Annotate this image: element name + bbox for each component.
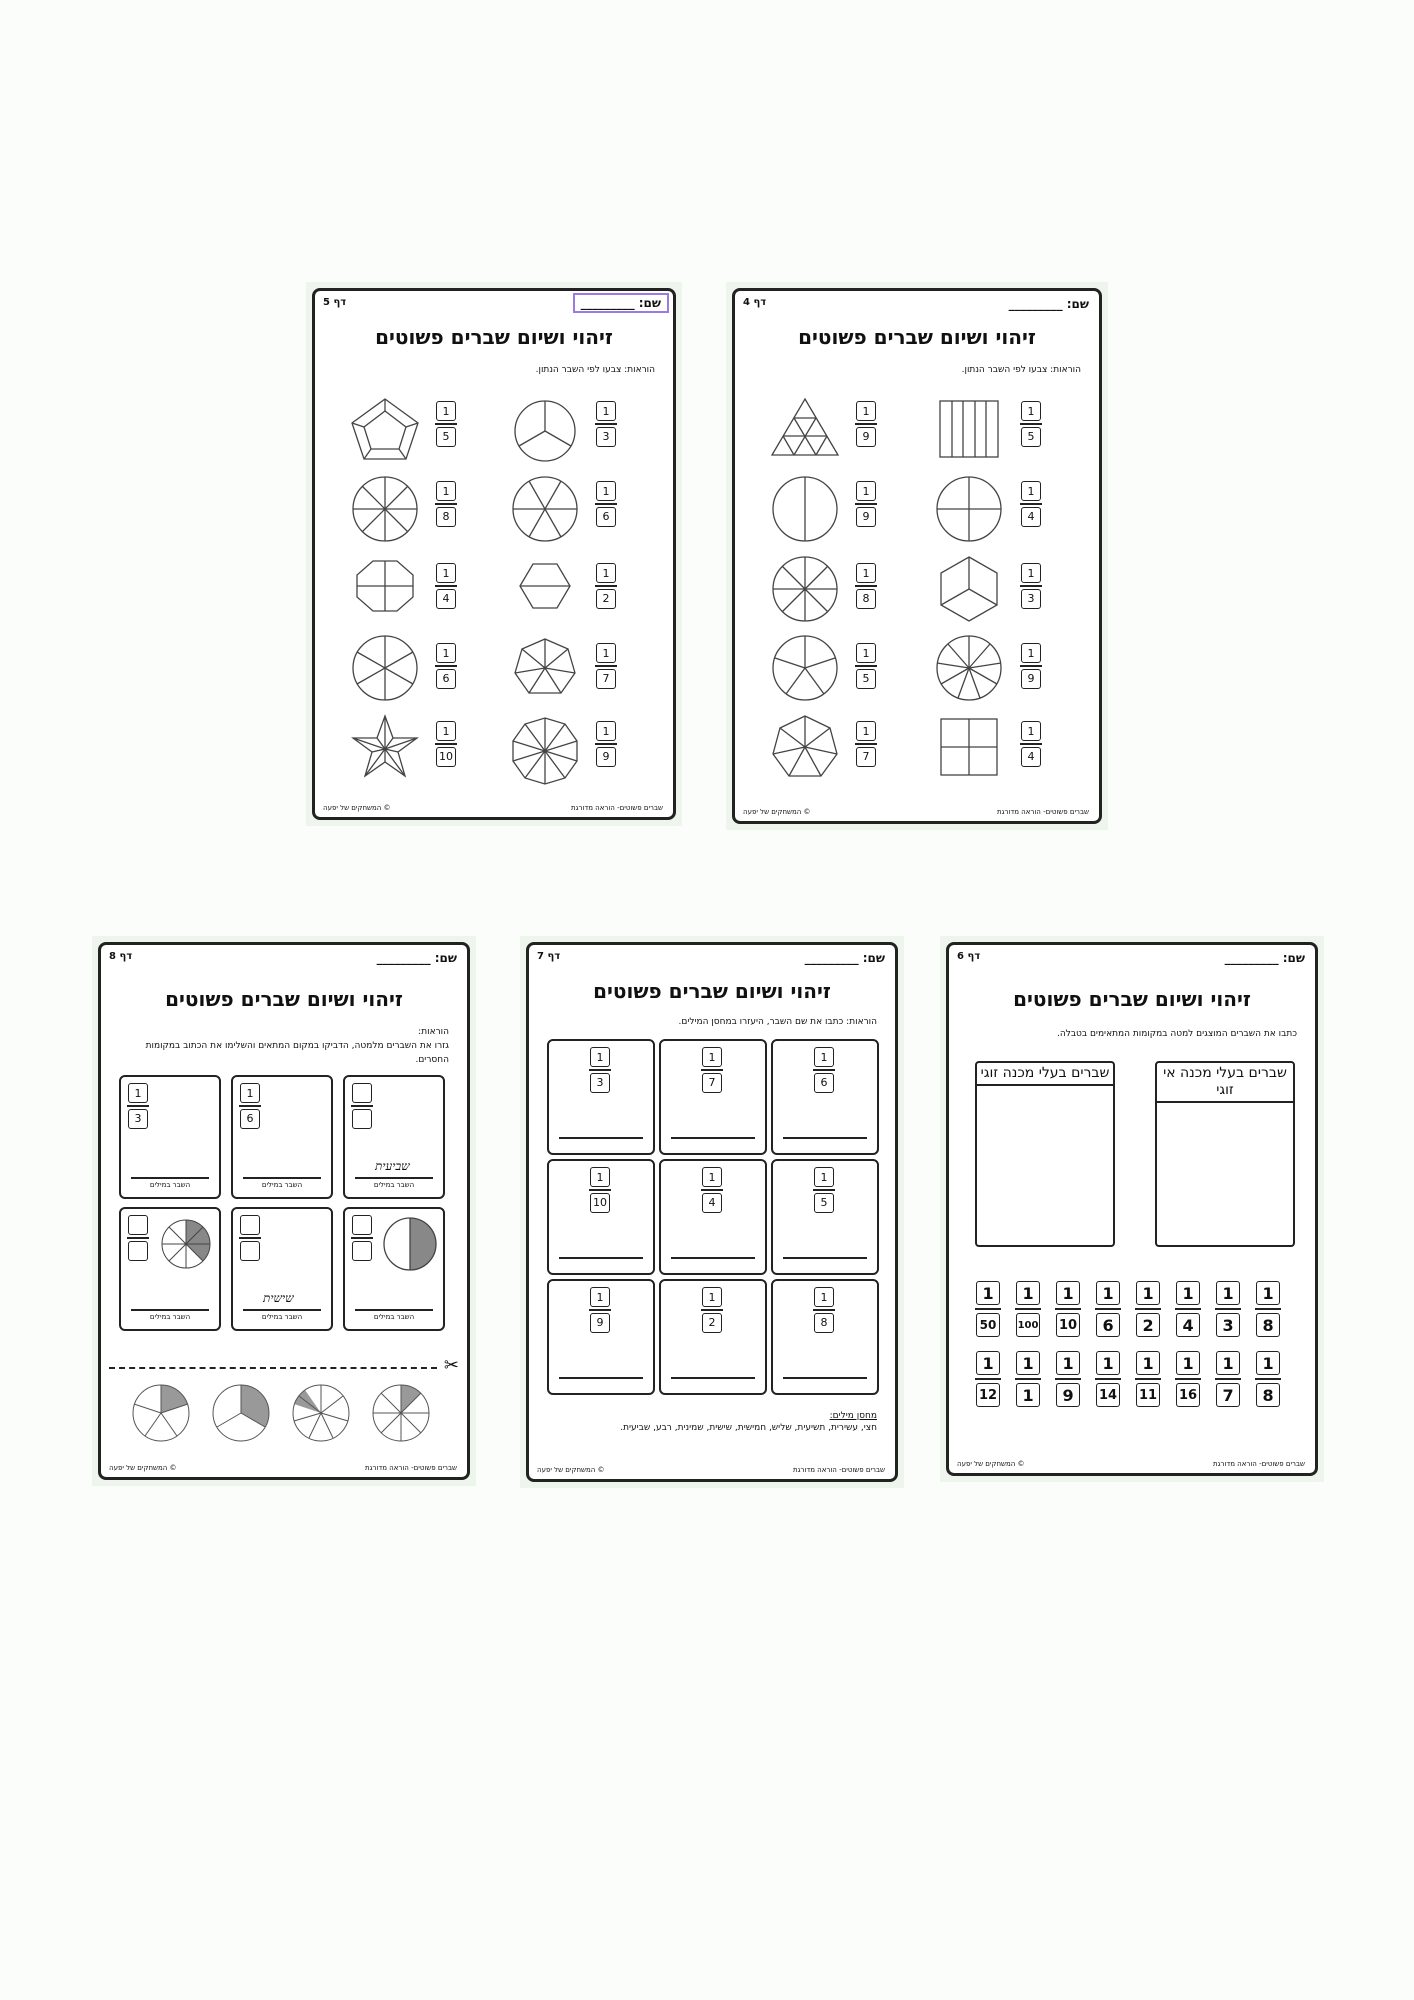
instructions: הוראות: צבעו לפי השבר הנתון. [535, 365, 655, 375]
fraction: $\frac{1}{8}$ [435, 481, 457, 527]
pie-halves-icon [381, 1215, 439, 1273]
card-caption: השבר במילים [149, 1181, 191, 1189]
answer-line[interactable] [559, 1377, 643, 1379]
fraction [351, 1083, 373, 1129]
page-title: זיהוי ושיום שברים פשוטים [375, 325, 613, 349]
name-field[interactable]: שם: _________ [1224, 951, 1305, 965]
shapes-grid [735, 291, 1102, 824]
scissors-icon: ✂ [443, 1355, 459, 1376]
answer-line[interactable] [355, 1177, 433, 1179]
page-title: זיהוי ושיום שברים פשוטים [593, 979, 831, 1003]
fraction-card [119, 1207, 221, 1331]
answer-line[interactable] [131, 1177, 209, 1179]
fraction: $\frac{1}{9}$ [855, 401, 877, 447]
fraction: $\frac{1}{6}$ [435, 643, 457, 689]
fraction: 1 12 [975, 1351, 1001, 1407]
name-field[interactable]: שם: _________ [573, 293, 669, 313]
instructions: כתבו את השברים המוצגים למטה במקומות המתאימים בטבלה. [1057, 1029, 1297, 1039]
answer-line[interactable] [243, 1309, 321, 1311]
footer-copyright: © המשחקים של יפעה [109, 1464, 177, 1472]
page-title: זיהוי ושיום שברים פשוטים [1013, 987, 1251, 1011]
fraction-card [547, 1159, 655, 1275]
answer-line[interactable] [559, 1137, 643, 1139]
cutout-pies [131, 1381, 441, 1451]
fraction: $\frac{1}{9}$ [589, 1287, 611, 1333]
fraction-card [343, 1075, 445, 1199]
instructions: גזרו את השברים מלמטה, הדביקו במקום המתאים והשלימו את הכתוב במקומות החסרים. [145, 1041, 449, 1065]
card-caption: השבר במילים [261, 1181, 303, 1189]
fraction-card [659, 1039, 767, 1155]
column-header: שברים בעלי מכנה זוגי [977, 1063, 1113, 1086]
answer-line[interactable] [355, 1309, 433, 1311]
fraction-card [547, 1279, 655, 1395]
fraction-card [659, 1159, 767, 1275]
answer-line[interactable] [783, 1257, 867, 1259]
fraction-card [659, 1279, 767, 1395]
word-bank-title: מחסן מילים: [829, 1411, 877, 1421]
column-header: שברים בעלי מכנה אי זוגי [1157, 1063, 1293, 1103]
card-caption: השבר במילים [149, 1313, 191, 1321]
fraction: $\frac{1}{3}$ [127, 1083, 149, 1129]
fraction: $\frac{1}{3}$ [595, 401, 617, 447]
fraction-card [343, 1207, 445, 1331]
fraction: $\frac{1}{7}$ [701, 1047, 723, 1093]
shapes-grid [315, 291, 676, 820]
fraction: $\frac{1}{5}$ [1020, 401, 1042, 447]
fraction: 1 8 [1255, 1281, 1281, 1337]
fraction: $\frac{1}{4}$ [1020, 721, 1042, 767]
card-caption: השבר במילים [373, 1313, 415, 1321]
answer-line[interactable] [131, 1309, 209, 1311]
fraction: $\frac{1}{5}$ [855, 643, 877, 689]
page-number: דף 4 [743, 297, 767, 308]
cut-line [109, 1367, 437, 1369]
footer-series: שברים פשוטים- הוראה מדורגת [793, 1466, 885, 1474]
fraction-blank[interactable] [239, 1215, 261, 1261]
worksheet-page-5[interactable] [306, 282, 682, 826]
page-title: זיהוי ושיום שברים פשוטים [798, 325, 1036, 349]
instructions: הוראות: צבעו לפי השבר הנתון. [961, 365, 1081, 375]
fraction: $\frac{1}{9}$ [1020, 643, 1042, 689]
fraction: $\frac{1}{6}$ [595, 481, 617, 527]
fraction: 1 2 [1135, 1281, 1161, 1337]
card-caption: השבר במילים [261, 1313, 303, 1321]
fraction: 1 16 [1175, 1351, 1201, 1407]
even-denominator-column[interactable] [975, 1061, 1115, 1247]
worksheet-page-6[interactable] [940, 936, 1324, 1482]
instructions: הוראות: כתבו את שם השבר, היעזרו במחסן המילים. [678, 1017, 877, 1027]
fraction-card [771, 1039, 879, 1155]
page-number: דף 6 [957, 951, 981, 962]
fraction: $\frac{1}{4}$ [701, 1167, 723, 1213]
fraction: $\frac{1}{8}$ [813, 1287, 835, 1333]
answer-line[interactable] [783, 1377, 867, 1379]
fraction: 1 100 [1015, 1281, 1041, 1337]
answer-line[interactable] [671, 1377, 755, 1379]
fraction-blank[interactable] [351, 1215, 373, 1261]
footer-copyright: © המשחקים של יפעה [323, 804, 391, 812]
fraction: 1 14 [1095, 1351, 1121, 1407]
fraction-card [231, 1207, 333, 1331]
page-number: דף 8 [109, 951, 133, 962]
handwritten-word: שישית [263, 1291, 294, 1305]
fraction: $\frac{1}{6}$ [813, 1047, 835, 1093]
fraction: $\frac{1}{5}$ [435, 401, 457, 447]
answer-line[interactable] [671, 1137, 755, 1139]
pie-eighths-icon [159, 1217, 213, 1271]
fraction: $\frac{1}{9}$ [595, 721, 617, 767]
name-field[interactable]: שם: _________ [1008, 297, 1089, 311]
fraction: $\frac{1}{2}$ [595, 563, 617, 609]
footer-copyright: © המשחקים של יפעה [537, 1466, 605, 1474]
footer-series: שברים פשוטים- הוראה מדורגת [365, 1464, 457, 1472]
fraction-card [771, 1279, 879, 1395]
fraction: $\frac{1}{7}$ [595, 643, 617, 689]
instructions-title: הוראות: [418, 1027, 449, 1037]
fraction: 1 11 [1135, 1351, 1161, 1407]
fraction: 1 1 [1015, 1351, 1041, 1407]
footer-copyright: © המשחקים של יפעה [743, 808, 811, 816]
fraction: $\frac{1}{4}$ [1020, 481, 1042, 527]
fraction: $\frac{1}{9}$ [855, 481, 877, 527]
fraction: 1 6 [1095, 1281, 1121, 1337]
fraction: $\frac{1}{3}$ [1020, 563, 1042, 609]
fraction: $\frac{1}{2}$ [701, 1287, 723, 1333]
worksheet-page-8[interactable] [92, 936, 476, 1486]
word-bank: חצי, עשירית, תשיעית, שליש, חמישית, שישית, שמינית, רבע, שביעית. [620, 1423, 877, 1433]
fraction: 1 10 [1055, 1281, 1081, 1337]
name-field[interactable]: שם: _________ [376, 951, 457, 965]
fraction: 1 9 [1055, 1351, 1081, 1407]
answer-line[interactable] [671, 1257, 755, 1259]
fraction: $\frac{1}{6}$ [239, 1083, 261, 1129]
fraction-card [119, 1075, 221, 1199]
fraction: $\frac{1}{10}$ [435, 721, 457, 767]
odd-denominator-column[interactable] [1155, 1061, 1295, 1247]
fraction: 1 4 [1175, 1281, 1201, 1337]
answer-line[interactable] [559, 1257, 643, 1259]
fraction: 1 3 [1215, 1281, 1241, 1337]
fraction: $\frac{1}{8}$ [855, 563, 877, 609]
handwritten-word: שביעית [375, 1159, 410, 1173]
answer-line[interactable] [783, 1137, 867, 1139]
fraction-card [231, 1075, 333, 1199]
fraction: $\frac{1}{5}$ [813, 1167, 835, 1213]
fraction-card [547, 1039, 655, 1155]
card-caption: השבר במילים [373, 1181, 415, 1189]
fraction: 1 7 [1215, 1351, 1241, 1407]
footer-series: שברים פשוטים- הוראה מדורגת [571, 804, 663, 812]
fraction: $\frac{1}{7}$ [855, 721, 877, 767]
fraction: $\frac{1}{3}$ [589, 1047, 611, 1093]
footer-series: שברים פשוטים- הוראה מדורגת [1213, 1460, 1305, 1468]
fraction: 1 8 [1255, 1351, 1281, 1407]
fraction: $\frac{1}{4}$ [435, 563, 457, 609]
fraction-blank[interactable] [127, 1215, 149, 1261]
fraction: 1 50 [975, 1281, 1001, 1337]
worksheet-page-7[interactable] [520, 936, 904, 1488]
page-number: דף 5 [323, 297, 347, 308]
page-title: זיהוי ושיום שברים פשוטים [165, 987, 403, 1011]
footer-series: שברים פשוטים- הוראה מדורגת [997, 808, 1089, 816]
footer-copyright: © המשחקים של יפעה [957, 1460, 1025, 1468]
fraction: $\frac{1}{10}$ [589, 1167, 611, 1213]
fraction-card [771, 1159, 879, 1275]
name-field[interactable]: שם: _________ [804, 951, 885, 965]
worksheet-page-4[interactable] [726, 282, 1108, 830]
page-number: דף 7 [537, 951, 561, 962]
answer-line[interactable] [243, 1177, 321, 1179]
